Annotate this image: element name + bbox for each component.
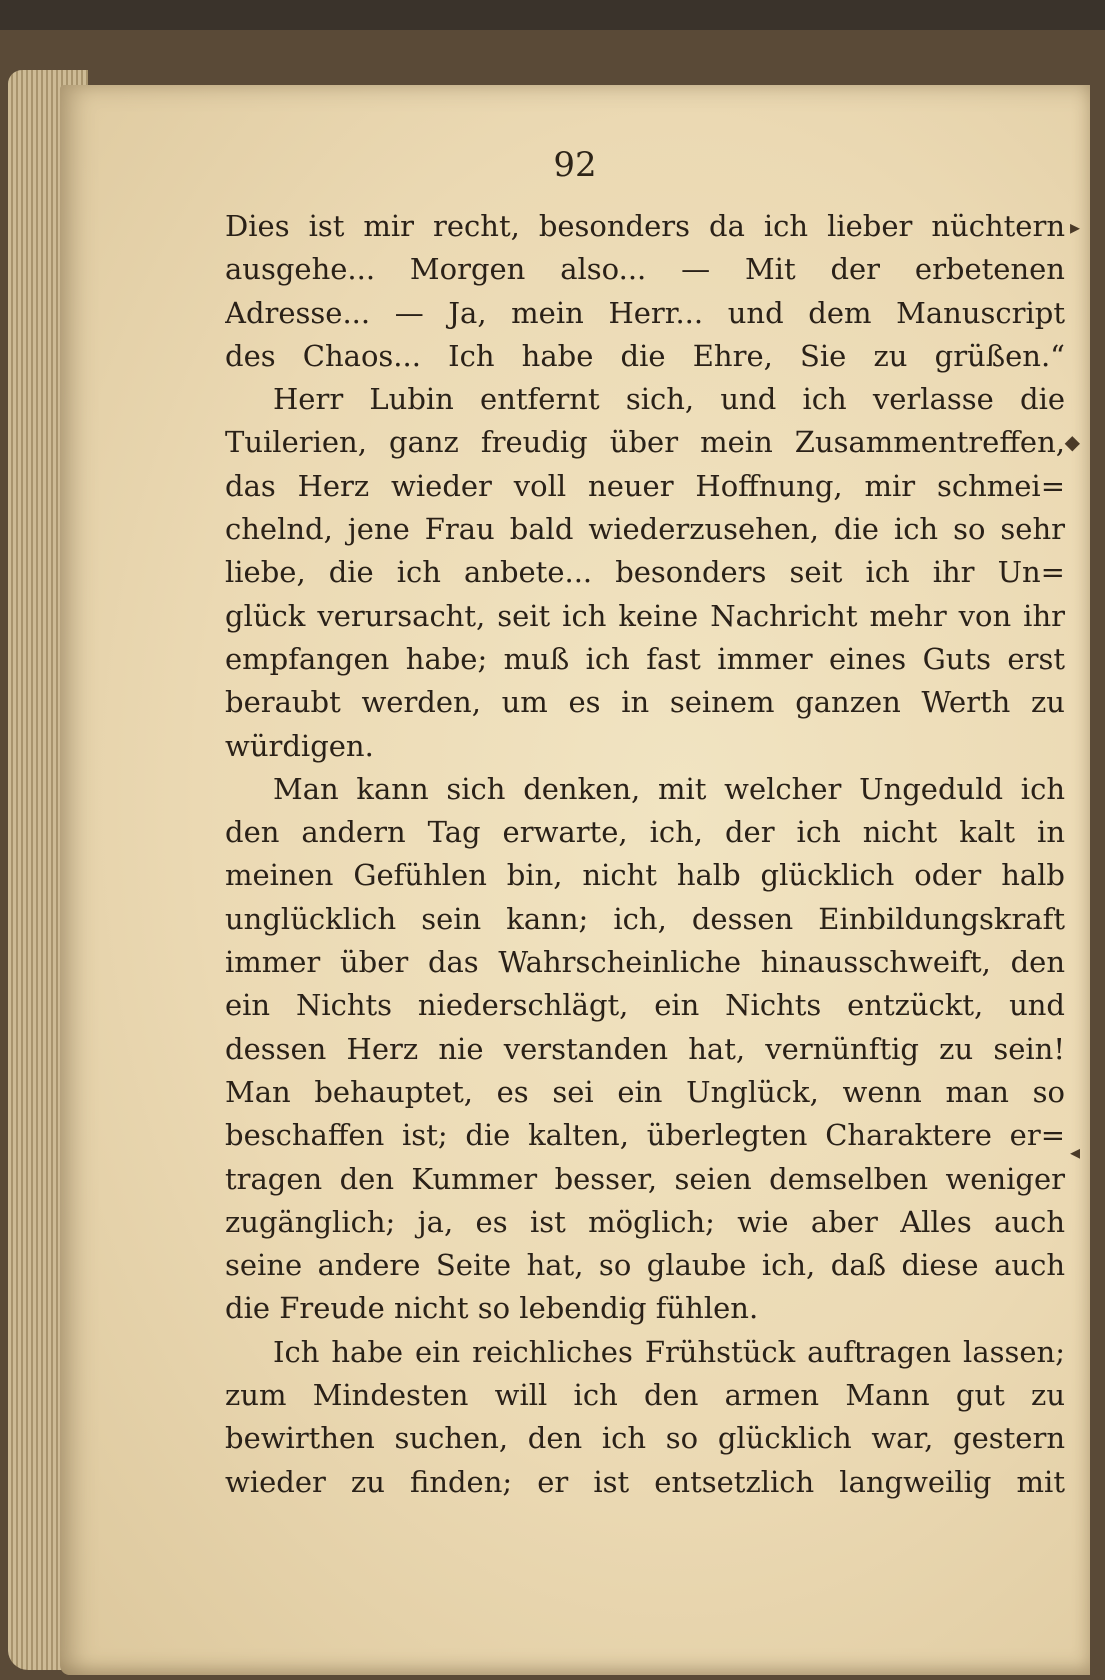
text-line: dessen Herz nie verstanden hat, vernünftig zu sein! (225, 1031, 1065, 1066)
text-line: Man kann sich denken, mit welcher Ungeduld ich (273, 771, 1065, 806)
text-line: des Chaos... Ich habe die Ehre, Sie zu grüßen.“ (225, 338, 1065, 373)
body-text (225, 205, 1065, 1504)
text-line: bewirthen suchen, den ich so glücklich war, gestern (225, 1421, 1065, 1456)
text-line: wieder zu finden; er ist entsetzlich langweilig mit (225, 1464, 1065, 1499)
text-line: zum Mindesten will ich den armen Mann gut zu (225, 1378, 1065, 1413)
text-line: seine andere Seite hat, so glaube ich, daß diese auch (225, 1248, 1065, 1283)
text-line: die Freude nicht so lebendig fühlen. (225, 1291, 759, 1326)
text-line: ausgehe... Morgen also... — Mit der erbetenen (225, 252, 1065, 287)
text-line: Man behauptet, es sei ein Unglück, wenn man so (225, 1074, 1065, 1109)
book-page (60, 85, 1090, 1675)
page-number: 92 (553, 145, 597, 185)
text-line: Ich habe ein reichliches Frühstück auftragen lassen; (273, 1334, 1065, 1369)
text-line: chelnd, jene Frau bald wiederzusehen, die ich so sehr (225, 512, 1065, 547)
text-line: Tuilerien, ganz freudig über mein Zusammentreffen, (225, 425, 1065, 460)
text-line: Herr Lubin entfernt sich, und ich verlasse die (273, 382, 1065, 417)
text-line: meinen Gefühlen bin, nicht halb glücklich oder halb (225, 858, 1065, 893)
text-line: das Herz wieder voll neuer Hoffnung, mir schmei= (225, 468, 1065, 503)
text-line: beschaffen ist; die kalten, überlegten Charaktere er= (225, 1118, 1065, 1153)
book (0, 30, 1105, 1680)
text-line: zugänglich; ja, es ist möglich; wie aber Alles auch (225, 1204, 1065, 1239)
text-line: Dies ist mir recht, besonders da ich lieber nüchtern (225, 209, 1065, 243)
text-line: immer über das Wahrscheinliche hinausschweift, den (225, 945, 1065, 980)
text-line: tragen den Kummer besser, seien demselben weniger (225, 1161, 1065, 1196)
margin-mark: ◂ (1069, 1140, 1080, 1164)
text-line: unglücklich sein kann; ich, dessen Einbildungskraft (225, 901, 1065, 936)
text-line: Adresse... — Ja, mein Herr... und dem Manuscript (225, 295, 1065, 330)
text-line: beraubt werden, um es in seinem ganzen Werth zu (225, 685, 1065, 720)
text-line: den andern Tag erwarte, ich, der ich nicht kalt in (225, 815, 1065, 850)
text-line: empfangen habe; muß ich fast immer eines Guts erst (225, 641, 1065, 676)
margin-mark: ▸ (1069, 215, 1080, 239)
text-line: ein Nichts niederschlägt, ein Nichts entzückt, und (225, 988, 1065, 1023)
text-line: liebe, die ich anbete... besonders seit ich ihr Un= (225, 555, 1065, 590)
margin-mark: ◆ (1064, 430, 1080, 454)
text-line: glück verursacht, seit ich keine Nachricht mehr von ihr (225, 598, 1065, 633)
text-line: würdigen. (225, 728, 374, 763)
